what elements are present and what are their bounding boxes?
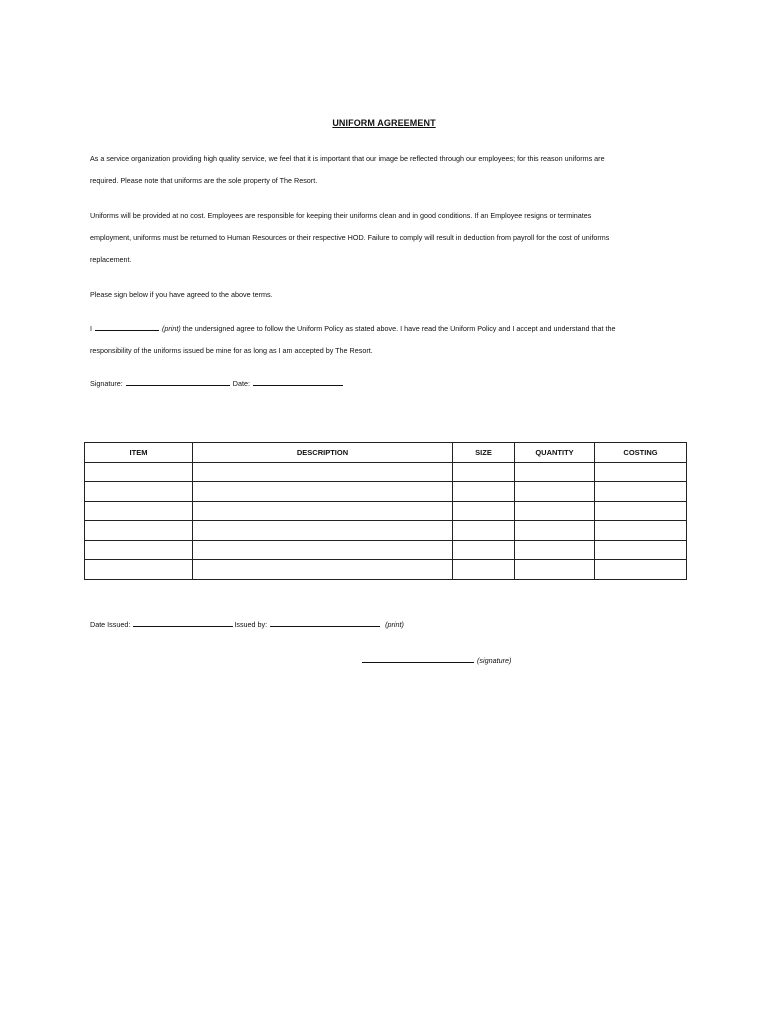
issued-row — [90, 620, 404, 629]
signature-row — [90, 373, 690, 395]
description-cell[interactable] — [193, 521, 453, 541]
terms-line-1: Uniforms will be provided at no cost. Employees are responsible for keeping their uniforms clean and in good conditions. If an Employee resigns or terminates — [90, 211, 592, 220]
size-cell[interactable] — [453, 462, 515, 482]
costing-cell[interactable] — [595, 560, 687, 580]
acknowledgement-text: the undersigned agree to follow the Uniform Policy as stated above. I have read the Uniform Policy and I accept and understand that the — [182, 324, 616, 333]
size-cell[interactable] — [453, 540, 515, 560]
size-cell[interactable] — [453, 501, 515, 521]
employee-name-field[interactable] — [95, 324, 159, 331]
costing-cell[interactable] — [595, 501, 687, 521]
date-label: Date: — [232, 379, 250, 388]
costing-cell[interactable] — [595, 482, 687, 502]
description-cell[interactable] — [193, 540, 453, 560]
quantity-cell[interactable] — [515, 501, 595, 521]
table-row — [85, 462, 687, 482]
column-header-costing: COSTING — [595, 443, 687, 463]
intro-line-2: required. Please note that uniforms are the sole property of The Resort. — [90, 176, 318, 185]
terms-paragraph — [90, 205, 690, 271]
uniform-items-table — [84, 442, 687, 580]
quantity-cell[interactable] — [515, 462, 595, 482]
item-cell[interactable] — [85, 462, 193, 482]
employee-signature-field[interactable] — [126, 379, 230, 386]
table-row — [85, 482, 687, 502]
signature-label-italic: (signature) — [477, 656, 512, 665]
item-cell[interactable] — [85, 482, 193, 502]
issuer-signature-row — [361, 656, 511, 665]
issued-by-field[interactable] — [270, 620, 380, 627]
intro-paragraph — [90, 148, 690, 192]
acknowledgement-line-1 — [90, 318, 690, 340]
quantity-cell[interactable] — [515, 560, 595, 580]
print-label: (print) — [162, 324, 181, 333]
date-issued-label: Date Issued: — [90, 620, 131, 629]
item-cell[interactable] — [85, 521, 193, 541]
issued-print-label: (print) — [385, 620, 404, 629]
costing-cell[interactable] — [595, 462, 687, 482]
date-issued-field[interactable] — [133, 620, 233, 627]
column-header-description: DESCRIPTION — [193, 443, 453, 463]
document-title: UNIFORM AGREEMENT — [332, 118, 436, 128]
description-cell[interactable] — [193, 462, 453, 482]
acknowledgement-prefix: I — [90, 324, 92, 333]
size-cell[interactable] — [453, 560, 515, 580]
sign-instruction-text: Please sign below if you have agreed to the above terms. — [90, 290, 273, 299]
terms-line-3: replacement. — [90, 255, 132, 264]
costing-cell[interactable] — [595, 521, 687, 541]
table-row — [85, 560, 687, 580]
acknowledgement-paragraph — [90, 318, 690, 362]
table-row — [85, 501, 687, 521]
description-cell[interactable] — [193, 482, 453, 502]
employee-date-field[interactable] — [253, 379, 343, 386]
signature-label: Signature: — [90, 379, 123, 388]
issuer-signature-field[interactable] — [362, 656, 474, 663]
column-header-size: SIZE — [453, 443, 515, 463]
column-header-quantity: QUANTITY — [515, 443, 595, 463]
item-cell[interactable] — [85, 560, 193, 580]
description-cell[interactable] — [193, 560, 453, 580]
table-body — [85, 462, 687, 579]
quantity-cell[interactable] — [515, 540, 595, 560]
sign-instruction — [90, 284, 690, 306]
size-cell[interactable] — [453, 482, 515, 502]
quantity-cell[interactable] — [515, 521, 595, 541]
item-cell[interactable] — [85, 501, 193, 521]
issued-by-label: Issued by: — [234, 620, 268, 629]
terms-line-2: employment, uniforms must be returned to Human Resources or their respective HOD. Failure to comply will result in deduction from payroll for the cost of uniforms — [90, 233, 610, 242]
acknowledgement-line-2: responsibility of the uniforms issued be mine for as long as I am accepted by The Resort. — [90, 346, 373, 355]
table-header-row — [85, 443, 687, 463]
intro-line-1: As a service organization providing high quality service, we feel that it is important that our image be reflected through our employees; for this reason uniforms are — [90, 154, 605, 163]
costing-cell[interactable] — [595, 540, 687, 560]
quantity-cell[interactable] — [515, 482, 595, 502]
table-row — [85, 521, 687, 541]
item-cell[interactable] — [85, 540, 193, 560]
description-cell[interactable] — [193, 501, 453, 521]
size-cell[interactable] — [453, 521, 515, 541]
column-header-item: ITEM — [85, 443, 193, 463]
table-row — [85, 540, 687, 560]
